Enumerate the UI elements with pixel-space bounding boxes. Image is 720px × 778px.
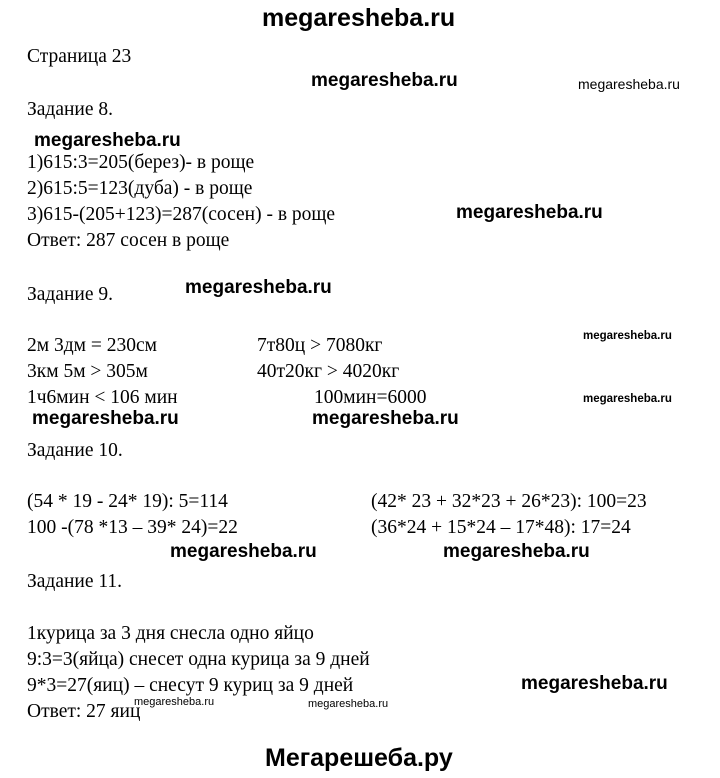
task10-right-1: (42* 23 + 32*23 + 26*23): 100=23 — [371, 491, 647, 512]
task10-right-2: (36*24 + 15*24 – 17*48): 17=24 — [371, 517, 631, 538]
watermark: megaresheba.ru — [583, 330, 672, 342]
task10-left-2: 100 -(78 *13 – 39* 24)=22 — [27, 517, 238, 538]
watermark: megaresheba.ru — [185, 277, 332, 298]
task11-answer: Ответ: 27 яиц — [27, 701, 141, 722]
task8-answer: Ответ: 287 сосен в роще — [27, 230, 230, 251]
watermark: megaresheba.ru — [134, 696, 215, 708]
task11-line-3: 9*3=27(яиц) – снесут 9 куриц за 9 дней — [27, 675, 354, 696]
task11-line-1: 1курица за 3 дня снесла одно яйцо — [27, 623, 314, 644]
watermark: megaresheba.ru — [578, 76, 680, 92]
site-header: megaresheba.ru — [262, 4, 456, 32]
watermark: megaresheba.ru — [521, 673, 668, 694]
task9-title: Задание 9. — [27, 284, 114, 305]
watermark: megaresheba.ru — [32, 408, 179, 429]
site-footer: Мегарешеба.ру — [265, 744, 453, 772]
watermark: megaresheba.ru — [583, 393, 672, 405]
task8-line-2: 2)615:5=123(дуба) - в роще — [27, 178, 253, 199]
watermark: megaresheba.ru — [312, 408, 459, 429]
watermark: megaresheba.ru — [170, 541, 317, 562]
task10-left-1: (54 * 19 - 24* 19): 5=114 — [27, 491, 228, 512]
task9-right-1: 7т80ц > 7080кг — [257, 335, 383, 356]
task8-line-1: 1)615:3=205(берез)- в роще — [27, 152, 255, 173]
task11-title: Задание 11. — [27, 571, 123, 592]
task9-left-3: 1ч6мин < 106 мин — [27, 387, 178, 408]
watermark: megaresheba.ru — [443, 541, 590, 562]
task9-left-2: 3км 5м > 305м — [27, 361, 148, 382]
watermark: megaresheba.ru — [308, 698, 389, 710]
task9-left-1: 2м 3дм = 230см — [27, 335, 157, 356]
page-label: Страница 23 — [27, 46, 132, 67]
watermark: megaresheba.ru — [311, 70, 458, 91]
watermark: megaresheba.ru — [34, 130, 181, 151]
watermark: megaresheba.ru — [456, 202, 603, 223]
task8-title: Задание 8. — [27, 99, 114, 120]
task11-line-2: 9:3=3(яйца) снесет одна курица за 9 дней — [27, 649, 370, 670]
task9-right-2: 40т20кг > 4020кг — [257, 361, 400, 382]
task10-title: Задание 10. — [27, 440, 123, 461]
task9-right-3: 100мин=6000 — [314, 387, 427, 408]
task8-line-3: 3)615-(205+123)=287(сосен) - в роще — [27, 204, 336, 225]
